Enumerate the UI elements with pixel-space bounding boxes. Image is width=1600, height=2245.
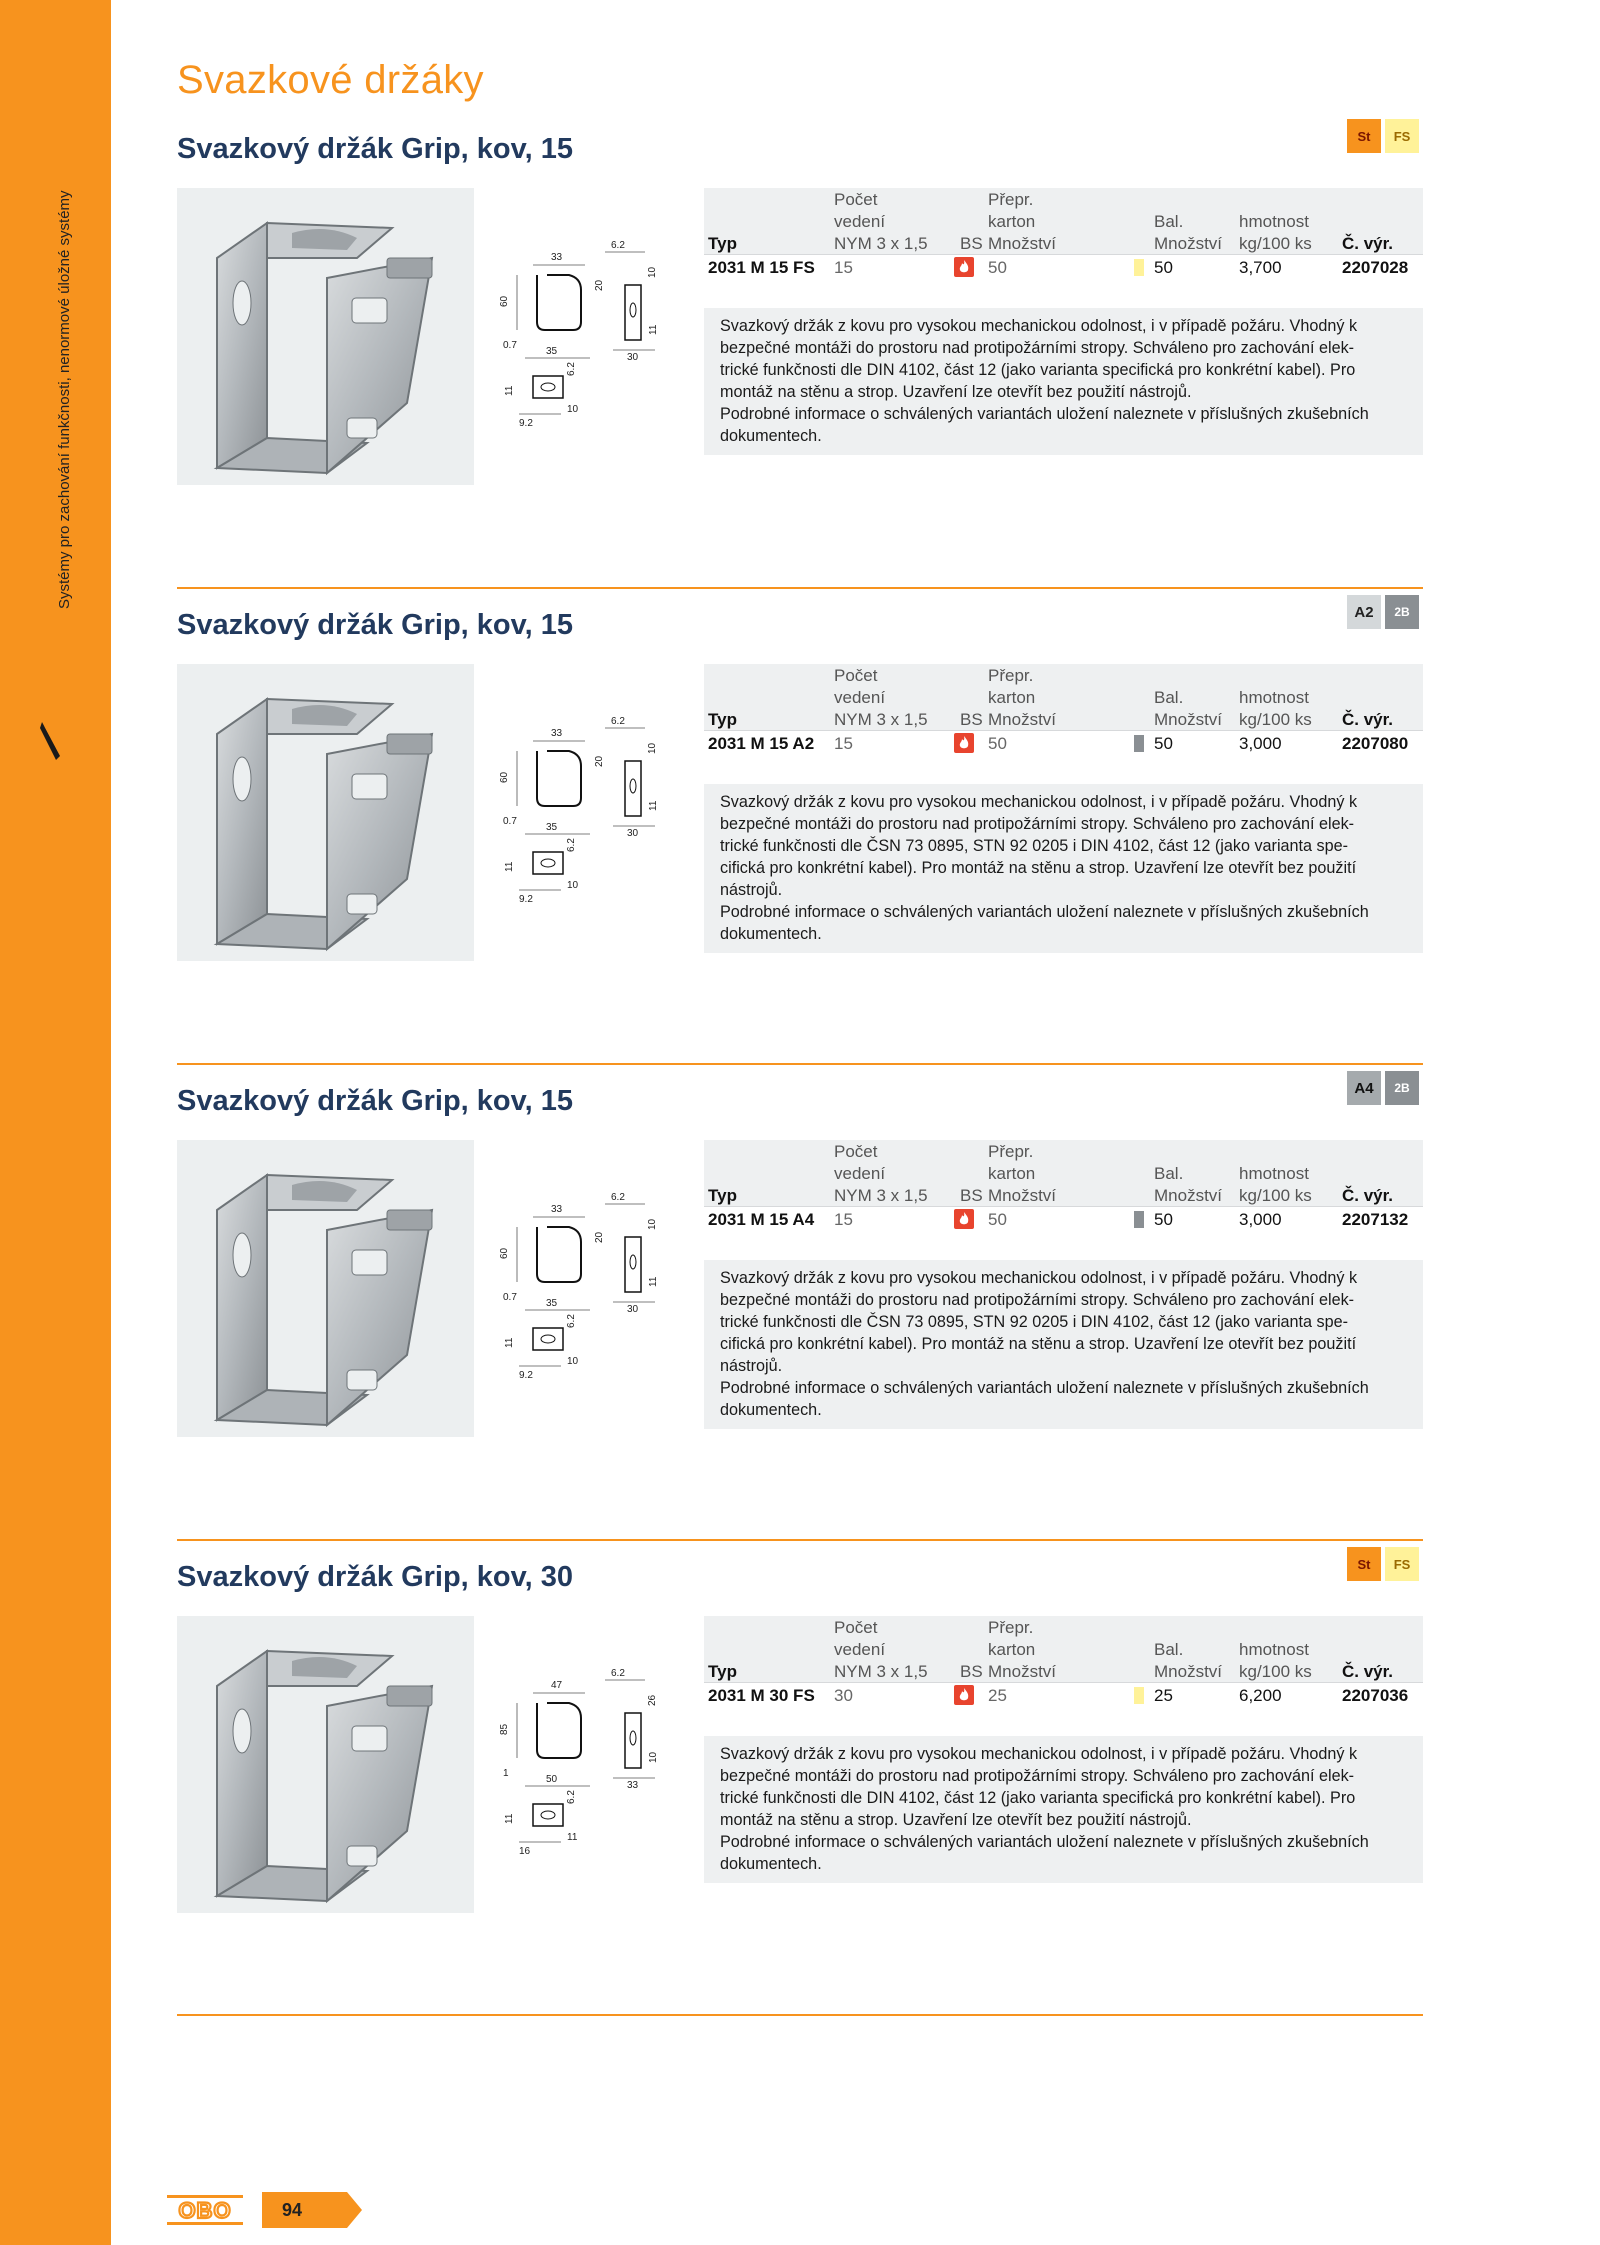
- col-header: Přepr.: [988, 1618, 1034, 1637]
- col-header: kg/100 ks: [1239, 710, 1312, 729]
- col-header: NYM 3 x 1,5: [834, 1662, 928, 1681]
- col-header: Č. výr.: [1342, 234, 1394, 253]
- dim-label: 33: [551, 252, 563, 263]
- product-photo: [177, 1140, 474, 1437]
- dim-label: 10: [647, 742, 658, 754]
- description-line: dokumentech.: [720, 1401, 822, 1419]
- col-header: hmotnost: [1239, 1164, 1309, 1183]
- col-header: Počet: [834, 1618, 878, 1637]
- dim-label: 35: [546, 1298, 558, 1309]
- dim-label: 50: [546, 1774, 558, 1785]
- product-title: Svazkový držák Grip, kov, 15: [177, 609, 573, 641]
- dim-label: 20: [594, 1231, 605, 1243]
- header-row: [704, 708, 1423, 730]
- dim-label: 11: [504, 1337, 515, 1348]
- bracket-image: [177, 664, 474, 961]
- article-number: 2207028: [1342, 258, 1409, 277]
- dim-label: 26: [647, 1694, 658, 1706]
- product-table: [704, 1616, 1423, 1706]
- dim-label: 30: [627, 828, 639, 839]
- dim-label: 10: [648, 1751, 659, 1763]
- material-badges: [1347, 595, 1419, 629]
- dim-label: 9.2: [519, 1370, 533, 1381]
- dim-label: 9.2: [519, 894, 533, 905]
- sidebar-vertical-text: Systémy pro zachování funkčnosti, nenormové úložné systémy: [56, 190, 73, 609]
- fire-icon: [954, 1685, 974, 1705]
- description-line: trické funkčnosti dle DIN 4102, část 12 (jako varianta specifická pro konkrétní kabel). Pro: [720, 361, 1356, 379]
- product-photo: [177, 188, 474, 485]
- dim-label: 6.2: [611, 716, 625, 727]
- transport-qty: 25: [988, 1686, 1007, 1705]
- col-header: vedení: [834, 1164, 886, 1183]
- dim-label: 35: [546, 822, 558, 833]
- col-header: Počet: [834, 190, 878, 209]
- table-row: [704, 254, 1423, 278]
- dim-label: 6.2: [611, 1192, 625, 1203]
- col-header: BS: [960, 1186, 983, 1205]
- col-header: Č. výr.: [1342, 1662, 1394, 1681]
- col-header: Bal.: [1154, 212, 1184, 231]
- material-badge: A4: [1347, 1071, 1381, 1105]
- obo-logo: [167, 2195, 243, 2225]
- material-badges: [1347, 1071, 1419, 1105]
- fire-icon: [954, 733, 974, 753]
- material-marker: [1134, 735, 1144, 752]
- material-marker: [1134, 1211, 1144, 1228]
- dim-label: 35: [546, 346, 558, 357]
- pack-qty: 50: [1154, 1210, 1173, 1229]
- dim-label: 9.2: [519, 418, 533, 429]
- description-line: Podrobné informace o schválených variantách uložení naleznete v příslušných zkušebních: [720, 1833, 1369, 1851]
- bracket-image: [177, 1616, 474, 1913]
- col-header: kg/100 ks: [1239, 1662, 1312, 1681]
- description-line: Svazkový držák z kovu pro vysokou mechanickou odolnost, i v případě požáru. Vhodný k: [720, 1745, 1358, 1763]
- transport-qty: 50: [988, 1210, 1007, 1229]
- article-number: 2207132: [1342, 1210, 1409, 1229]
- material-badge: 2B: [1385, 1071, 1419, 1105]
- col-header: Přepr.: [988, 190, 1034, 209]
- dim-label: 11: [648, 324, 659, 335]
- product-photo: [177, 1616, 474, 1913]
- col-header: Množství: [1154, 234, 1223, 253]
- dim-label: 20: [594, 279, 605, 291]
- product-table: [704, 664, 1423, 754]
- product-description: [704, 784, 1423, 953]
- page-number-tab: [262, 2192, 362, 2228]
- cable-count: 30: [834, 1686, 853, 1705]
- col-header: Č. výr.: [1342, 710, 1394, 729]
- dim-label: 10: [567, 1356, 579, 1367]
- description-line: nástrojů.: [720, 881, 783, 899]
- description-line: Svazkový držák z kovu pro vysokou mechanickou odolnost, i v případě požáru. Vhodný k: [720, 1269, 1358, 1287]
- transport-qty: 50: [988, 258, 1007, 277]
- col-header: Přepr.: [988, 1142, 1034, 1161]
- material-badge: FS: [1385, 1547, 1419, 1581]
- col-header: Počet: [834, 1142, 878, 1161]
- col-header: kg/100 ks: [1239, 1186, 1312, 1205]
- col-header: NYM 3 x 1,5: [834, 710, 928, 729]
- col-header: BS: [960, 1662, 983, 1681]
- dim-label: 6.2: [566, 838, 577, 852]
- dim-label: 10: [647, 1218, 658, 1230]
- product-block: [0, 476, 1600, 943]
- material-badge: St: [1347, 119, 1381, 153]
- col-header: Množství: [988, 234, 1057, 253]
- dim-label: 11: [648, 1276, 659, 1287]
- product-title: Svazkový držák Grip, kov, 30: [177, 1561, 573, 1593]
- description-line: bezpečné montáži do prostoru nad protipožárními stropy. Schváleno pro zachování elek-: [720, 1767, 1355, 1785]
- col-header: Přepr.: [988, 666, 1034, 685]
- description-line: Svazkový držák z kovu pro vysokou mechanickou odolnost, i v případě požáru. Vhodný k: [720, 793, 1358, 811]
- description-line: trické funkčnosti dle ČSN 73 0895, STN 92 0205 i DIN 4102, část 12 (jako varianta spe-: [720, 1313, 1349, 1331]
- header-row: [704, 686, 1423, 708]
- dim-label: 47: [551, 1680, 563, 1691]
- material-badges: [1347, 119, 1419, 153]
- col-header: Typ: [708, 710, 737, 729]
- dim-label: 0.7: [503, 1292, 517, 1303]
- table-row: [704, 1206, 1423, 1230]
- material-badge: St: [1347, 1547, 1381, 1581]
- col-header: karton: [988, 1164, 1036, 1183]
- material-badges: [1347, 1547, 1419, 1581]
- dim-label: 1: [503, 1768, 509, 1779]
- header-row: [704, 1140, 1423, 1162]
- fire-icon: [954, 1209, 974, 1229]
- weight: 3,000: [1239, 1210, 1282, 1229]
- col-header: Č. výr.: [1342, 1186, 1394, 1205]
- description-line: bezpečné montáži do prostoru nad protipožárními stropy. Schváleno pro zachování elek-: [720, 339, 1355, 357]
- col-header: NYM 3 x 1,5: [834, 234, 928, 253]
- description-line: Podrobné informace o schválených variantách uložení naleznete v příslušných zkušebních: [720, 405, 1369, 423]
- description-line: Podrobné informace o schválených variantách uložení naleznete v příslušných zkušebních: [720, 1379, 1369, 1397]
- dim-label: 11: [648, 800, 659, 811]
- article-number: 2207036: [1342, 1686, 1409, 1705]
- description-line: bezpečné montáži do prostoru nad protipožárními stropy. Schváleno pro zachování elek-: [720, 815, 1355, 833]
- description-line: trické funkčnosti dle ČSN 73 0895, STN 92 0205 i DIN 4102, část 12 (jako varianta spe-: [720, 837, 1349, 855]
- dimension-drawing: [495, 1658, 680, 1898]
- dim-label: 6.2: [566, 362, 577, 376]
- dimension-drawing: [495, 1182, 680, 1422]
- pack-qty: 25: [1154, 1686, 1173, 1705]
- weight: 3,700: [1239, 258, 1282, 277]
- col-header: Množství: [1154, 1186, 1223, 1205]
- description-line: Svazkový držák z kovu pro vysokou mechanickou odolnost, i v případě požáru. Vhodný k: [720, 317, 1358, 335]
- product-block: [0, 952, 1600, 1419]
- dim-label: 0.7: [503, 340, 517, 351]
- header-row: [704, 232, 1423, 254]
- col-header: Množství: [988, 1186, 1057, 1205]
- section-divider: [177, 2014, 1423, 2016]
- page-number: 94: [282, 2200, 303, 2220]
- product-table: [704, 188, 1423, 278]
- description-line: nástrojů.: [720, 1357, 783, 1375]
- dim-label: 10: [567, 880, 579, 891]
- col-header: BS: [960, 710, 983, 729]
- header-row: [704, 1616, 1423, 1638]
- description-line: dokumentech.: [720, 1855, 822, 1873]
- header-row: [704, 664, 1423, 686]
- col-header: Typ: [708, 234, 737, 253]
- dim-label: 60: [499, 295, 510, 307]
- dimension-drawing: [495, 706, 680, 946]
- material-badge: FS: [1385, 119, 1419, 153]
- col-header: hmotnost: [1239, 688, 1309, 707]
- dim-label: 20: [594, 755, 605, 767]
- dim-label: 11: [567, 1832, 578, 1843]
- description-line: trické funkčnosti dle DIN 4102, část 12 (jako varianta specifická pro konkrétní kabel). Pro: [720, 1789, 1356, 1807]
- dim-label: 6.2: [566, 1314, 577, 1328]
- header-row: [704, 1184, 1423, 1206]
- weight: 3,000: [1239, 734, 1282, 753]
- dim-label: 30: [627, 1304, 639, 1315]
- dim-label: 6.2: [566, 1790, 577, 1804]
- product-description: [704, 308, 1423, 455]
- description-line: Podrobné informace o schválených variantách uložení naleznete v příslušných zkušebních: [720, 903, 1369, 921]
- col-header: Typ: [708, 1662, 737, 1681]
- transport-qty: 50: [988, 734, 1007, 753]
- dim-label: 11: [504, 1813, 515, 1824]
- dim-label: 6.2: [611, 240, 625, 251]
- col-header: vedení: [834, 212, 886, 231]
- dim-label: 10: [647, 266, 658, 278]
- dim-label: 30: [627, 352, 639, 363]
- dim-label: 60: [499, 771, 510, 783]
- fire-icon: [954, 257, 974, 277]
- col-header: Bal.: [1154, 688, 1184, 707]
- dim-label: 6.2: [611, 1668, 625, 1679]
- product-block: [0, 1428, 1600, 1873]
- table-row: [704, 1682, 1423, 1706]
- dim-label: 11: [504, 861, 515, 872]
- dim-label: 33: [551, 728, 563, 739]
- dim-label: 33: [627, 1780, 639, 1791]
- product-title: Svazkový držák Grip, kov, 15: [177, 133, 573, 165]
- material-badge: A2: [1347, 595, 1381, 629]
- col-header: Počet: [834, 666, 878, 685]
- col-header: karton: [988, 212, 1036, 231]
- col-header: NYM 3 x 1,5: [834, 1186, 928, 1205]
- col-header: BS: [960, 234, 983, 253]
- product-photo: [177, 664, 474, 961]
- description-line: cifická pro konkrétní kabel). Pro montáž na stěnu a strop. Uzavření lze otevřít bez použití: [720, 859, 1357, 877]
- dim-label: 16: [519, 1846, 531, 1857]
- dim-label: 60: [499, 1247, 510, 1259]
- product-description: [704, 1260, 1423, 1429]
- dimension-drawing: [495, 230, 680, 470]
- cable-count: 15: [834, 1210, 853, 1229]
- col-header: hmotnost: [1239, 1640, 1309, 1659]
- header-row: [704, 210, 1423, 232]
- header-row: [704, 1638, 1423, 1660]
- material-badge: 2B: [1385, 595, 1419, 629]
- col-header: Množství: [1154, 1662, 1223, 1681]
- product-table: [704, 1140, 1423, 1230]
- product-code: 2031 M 30 FS: [708, 1686, 815, 1705]
- logo-text: OBO: [178, 2198, 232, 2223]
- description-line: montáž na stěnu a strop. Uzavření lze otevřít bez použití nástrojů.: [720, 383, 1192, 401]
- description-line: bezpečné montáži do prostoru nad protipožárními stropy. Schváleno pro zachování elek-: [720, 1291, 1355, 1309]
- table-row: [704, 730, 1423, 754]
- product-code: 2031 M 15 FS: [708, 258, 815, 277]
- pack-qty: 50: [1154, 734, 1173, 753]
- description-line: dokumentech.: [720, 925, 822, 943]
- col-header: karton: [988, 688, 1036, 707]
- cable-count: 15: [834, 258, 853, 277]
- product-description: [704, 1736, 1423, 1883]
- col-header: Bal.: [1154, 1640, 1184, 1659]
- dim-label: 11: [504, 385, 515, 396]
- product-code: 2031 M 15 A2: [708, 734, 815, 753]
- col-header: Typ: [708, 1186, 737, 1205]
- material-marker: [1134, 259, 1144, 276]
- description-line: montáž na stěnu a strop. Uzavření lze otevřít bez použití nástrojů.: [720, 1811, 1192, 1829]
- header-row: [704, 1660, 1423, 1682]
- weight: 6,200: [1239, 1686, 1282, 1705]
- product-title: Svazkový držák Grip, kov, 15: [177, 1085, 573, 1117]
- page-title: Svazkové držáky: [177, 58, 484, 102]
- col-header: Množství: [988, 710, 1057, 729]
- col-header: vedení: [834, 688, 886, 707]
- col-header: hmotnost: [1239, 212, 1309, 231]
- material-marker: [1134, 1687, 1144, 1704]
- col-header: Množství: [988, 1662, 1057, 1681]
- dim-label: 10: [567, 404, 579, 415]
- dim-label: 85: [499, 1723, 510, 1735]
- product-code: 2031 M 15 A4: [708, 1210, 815, 1229]
- description-line: dokumentech.: [720, 427, 822, 445]
- pack-qty: 50: [1154, 258, 1173, 277]
- cable-count: 15: [834, 734, 853, 753]
- header-row: [704, 188, 1423, 210]
- dim-label: 0.7: [503, 816, 517, 827]
- col-header: Množství: [1154, 710, 1223, 729]
- bracket-image: [177, 188, 474, 485]
- header-row: [704, 1162, 1423, 1184]
- dim-label: 33: [551, 1204, 563, 1215]
- col-header: vedení: [834, 1640, 886, 1659]
- bracket-image: [177, 1140, 474, 1437]
- col-header: karton: [988, 1640, 1036, 1659]
- col-header: Bal.: [1154, 1164, 1184, 1183]
- article-number: 2207080: [1342, 734, 1409, 753]
- col-header: kg/100 ks: [1239, 234, 1312, 253]
- description-line: cifická pro konkrétní kabel). Pro montáž na stěnu a strop. Uzavření lze otevřít bez použití: [720, 1335, 1357, 1353]
